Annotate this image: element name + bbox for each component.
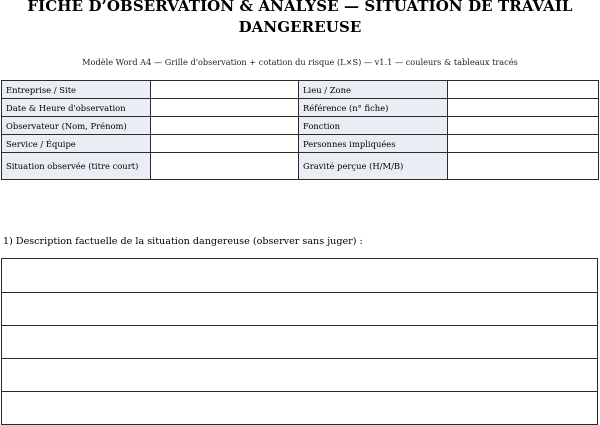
- description-line-1[interactable]: [1, 258, 598, 293]
- table-row: [2, 99, 599, 117]
- label-gravite-percue: Gravité perçue (H/M/B): [299, 153, 448, 180]
- field-date-heure[interactable]: [151, 99, 299, 117]
- title-line-2: DANGEREUSE: [238, 18, 362, 36]
- label-service-equipe: Service / Équipe: [2, 135, 151, 153]
- table-row: [2, 153, 599, 180]
- field-service-equipe[interactable]: [151, 135, 299, 153]
- field-situation-observee[interactable]: [151, 153, 299, 180]
- description-line-2[interactable]: [1, 293, 598, 326]
- section-1-heading: 1) Description factuelle de la situation dangereuse (observer sans juger) :: [3, 236, 363, 247]
- description-line-5[interactable]: [1, 392, 598, 425]
- field-lieu-zone[interactable]: [448, 81, 599, 99]
- field-observateur[interactable]: [151, 117, 299, 135]
- label-date-heure: Date & Heure d'observation: [2, 99, 151, 117]
- table-row: [2, 81, 599, 99]
- description-line-3[interactable]: [1, 326, 598, 359]
- label-entreprise-site: Entreprise / Site: [2, 81, 151, 99]
- label-situation-observee: Situation observée (titre court): [2, 153, 151, 180]
- label-lieu-zone: Lieu / Zone: [299, 81, 448, 99]
- field-fonction[interactable]: [448, 117, 599, 135]
- field-entreprise-site[interactable]: [151, 81, 299, 99]
- description-lines: [1, 258, 598, 425]
- table-row: [2, 117, 599, 135]
- title-line-1: FICHE D’OBSERVATION & ANALYSE — SITUATION DE TRAVAIL: [27, 0, 573, 15]
- label-fonction: Fonction: [299, 117, 448, 135]
- label-observateur: Observateur (Nom, Prénom): [2, 117, 151, 135]
- field-reference[interactable]: [448, 99, 599, 117]
- label-reference: Référence (n° fiche): [299, 99, 448, 117]
- field-personnes-impliquees[interactable]: [448, 135, 599, 153]
- label-personnes-impliquees: Personnes impliquées: [299, 135, 448, 153]
- table-row: [2, 135, 599, 153]
- document-subtitle: Modèle Word A4 — Grille d'observation + cotation du risque (L×S) — v1.1 — couleurs & tableaux tracés: [82, 57, 518, 67]
- document-title: [0, 0, 600, 38]
- field-gravite-percue[interactable]: [448, 153, 599, 180]
- identification-table: [1, 80, 599, 180]
- description-line-4[interactable]: [1, 359, 598, 392]
